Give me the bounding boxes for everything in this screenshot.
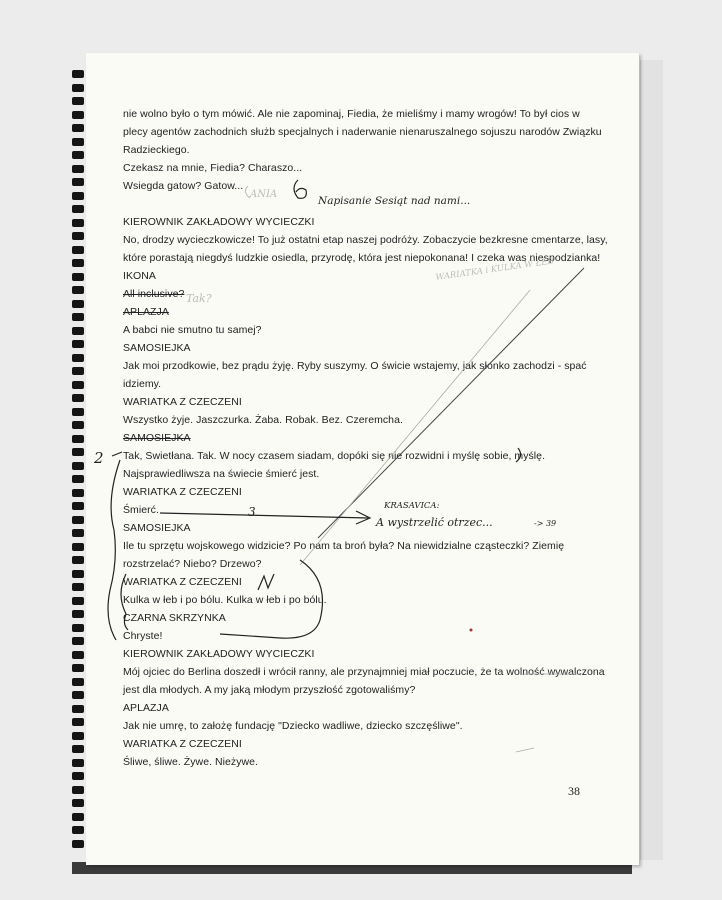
binding-ring [72,772,84,780]
text-line: idziemy. [123,378,162,390]
text-line: Chryste! [123,630,163,642]
text-line: rozstrzelać? Niebo? Drzewo? [123,558,262,570]
binding-ring [72,448,84,456]
character-name: CZARNA SKRZYNKA [123,612,226,624]
binding-ring [72,232,84,240]
binding-ring [72,543,84,551]
binding-ring [72,502,84,510]
text-line: Czekasz na mnie, Fiedia? Charaszo... [123,162,303,174]
text-line: plecy agentów zachodnich służb specjalnych i naderwanie nienaruszalnego sojuszu narodów Związku [123,126,602,138]
binding-ring [72,745,84,753]
character-name: WARIATKA Z CZECZENI [123,738,242,750]
binding-ring [72,246,84,254]
text-line: które porastają niegdyś ludzkie osiedla, przyrodę, która jest niepokonana! I czeka was niespodzianka! [123,252,601,264]
binding-ring [72,205,84,213]
text-line: nie wolno było o tym mówić. Ale nie zapominaj, Fiedia, że mieliśmy i mamy wrogów! To był cios w [123,108,580,120]
character-name-struck: APLAZJA [123,306,169,318]
binding-ring [72,705,84,713]
annotation-note-top: Napisanie Sesiąt nad nami... [318,195,471,207]
binding-ring [72,381,84,389]
binding-ring [72,408,84,416]
text-line: Ile tu sprzętu wojskowego widzicie? Po nam ta broń była? Na niewidzialne cząsteczki? Ziemię [123,540,565,552]
binding-ring [72,529,84,537]
binding-ring [72,192,84,200]
binding-ring [72,624,84,632]
binding-ring [72,435,84,443]
character-name: KIEROWNIK ZAKŁADOWY WYCIECZKI [123,648,315,660]
spiral-binding [72,70,88,860]
annotation-3: 3 [248,505,256,519]
binding-ring [72,70,84,78]
binding-ring [72,718,84,726]
binding-ring [72,826,84,834]
text-line: Mój ojciec do Berlina doszedł i wrócił ranny, ale przynajmniej miał poczucie, że ta wolność wywalczona [123,666,605,678]
text-line: Wszystko żyje. Jaszczurka. Żaba. Robak. Bez. Czeremcha. [123,414,403,426]
binding-ring [72,394,84,402]
annotation-ania: ANIA [250,189,278,200]
binding-ring [72,556,84,564]
character-name-struck: SAMOSIEJKA [123,432,191,444]
character-name: SAMOSIEJKA [123,522,191,534]
binding-ring [72,678,84,686]
text-line: Kulka w łeb i po bólu. Kulka w łeb i po bólu. [123,594,327,606]
character-name: APLAZJA [123,702,169,714]
binding-ring [72,570,84,578]
text-line: Najsprawiedliwsza na świecie śmierć jest. [123,468,320,480]
binding-ring [72,462,84,470]
binding-ring [72,475,84,483]
character-name: WARIATKA Z CZECZENI [123,396,242,408]
binding-ring [72,637,84,645]
binding-ring [72,651,84,659]
binding-ring [72,489,84,497]
text-line: Wsiegda gatow? Gatow... [123,180,244,192]
binding-ring [72,583,84,591]
binding-ring [72,421,84,429]
binding-ring [72,273,84,281]
binding-ring [72,219,84,227]
annotation-gray-note: WARIATKA i KULKA W ŁEB [435,256,555,283]
character-name: WARIATKA Z CZECZENI [123,576,242,588]
binding-ring [72,259,84,267]
binding-ring [72,327,84,335]
character-name: KIEROWNIK ZAKŁADOWY WYCIECZKI [123,216,315,228]
binding-ring [72,313,84,321]
binding-ring [72,300,84,308]
text-line: Tak, Swietłana. Tak. W nocy czasem siadam, dopóki się nie rozwidni i myślę sobie, myślę. [123,450,546,462]
annotation-krasavica: KRASAVICA: [384,501,440,511]
binding-ring [72,799,84,807]
binding-ring [72,786,84,794]
binding-ring [72,759,84,767]
binding-ring [72,84,84,92]
annotation-page-ref: -> 39 [534,519,557,528]
text-line: Radzieckiego. [123,144,190,156]
binding-ring [72,610,84,618]
character-name: IKONA [123,270,156,282]
binding-ring [72,151,84,159]
binding-ring [72,732,84,740]
binding-ring [72,354,84,362]
character-name: WARIATKA Z CZECZENI [123,486,242,498]
character-name: SAMOSIEJKA [123,342,191,354]
text-line: Jak nie umrę, to założę fundację "Dziecko wadliwe, dziecko szczęśliwe". [123,720,463,732]
binding-ring [72,340,84,348]
binding-ring [72,840,84,848]
text-line: A babci nie smutno tu samej? [123,324,262,336]
binding-ring [72,111,84,119]
back-page-edge [640,60,663,860]
binding-ring [72,367,84,375]
page-number: 38 [568,784,580,798]
binding-ring [72,286,84,294]
annotation-tak: Tak? [186,292,212,305]
text-line: Śliwe, śliwe. Żywe. Nieżywe. [123,756,259,768]
binding-ring [72,165,84,173]
annotation-2: 2 [94,449,104,467]
binding-ring [72,97,84,105]
annotation-arrow-note: A wystrzelić otrzec... [376,516,493,529]
binding-ring [72,138,84,146]
binding-ring [72,124,84,132]
text-line: Jak moi przodkowie, bez prądu żyję. Ryby suszymy. O świcie wstajemy, jak słonko zachodzi - spać [123,360,587,372]
text-line: No, drodzy wycieczkowicze! To już ostatni etap naszej podróży. Zobaczycie bezkresne cmentarze, lasy, [123,234,608,246]
binding-ring [72,178,84,186]
binding-ring [72,691,84,699]
text-line: Śmierć. [123,504,159,516]
binding-ring [72,516,84,524]
text-line-struck: All inclusive? [123,288,185,300]
text-line: jest dla młodych. A my jaką młodym przyszłość zgotowaliśmy? [123,684,416,696]
binding-ring [72,813,84,821]
binding-ring [72,664,84,672]
binding-ring [72,597,84,605]
